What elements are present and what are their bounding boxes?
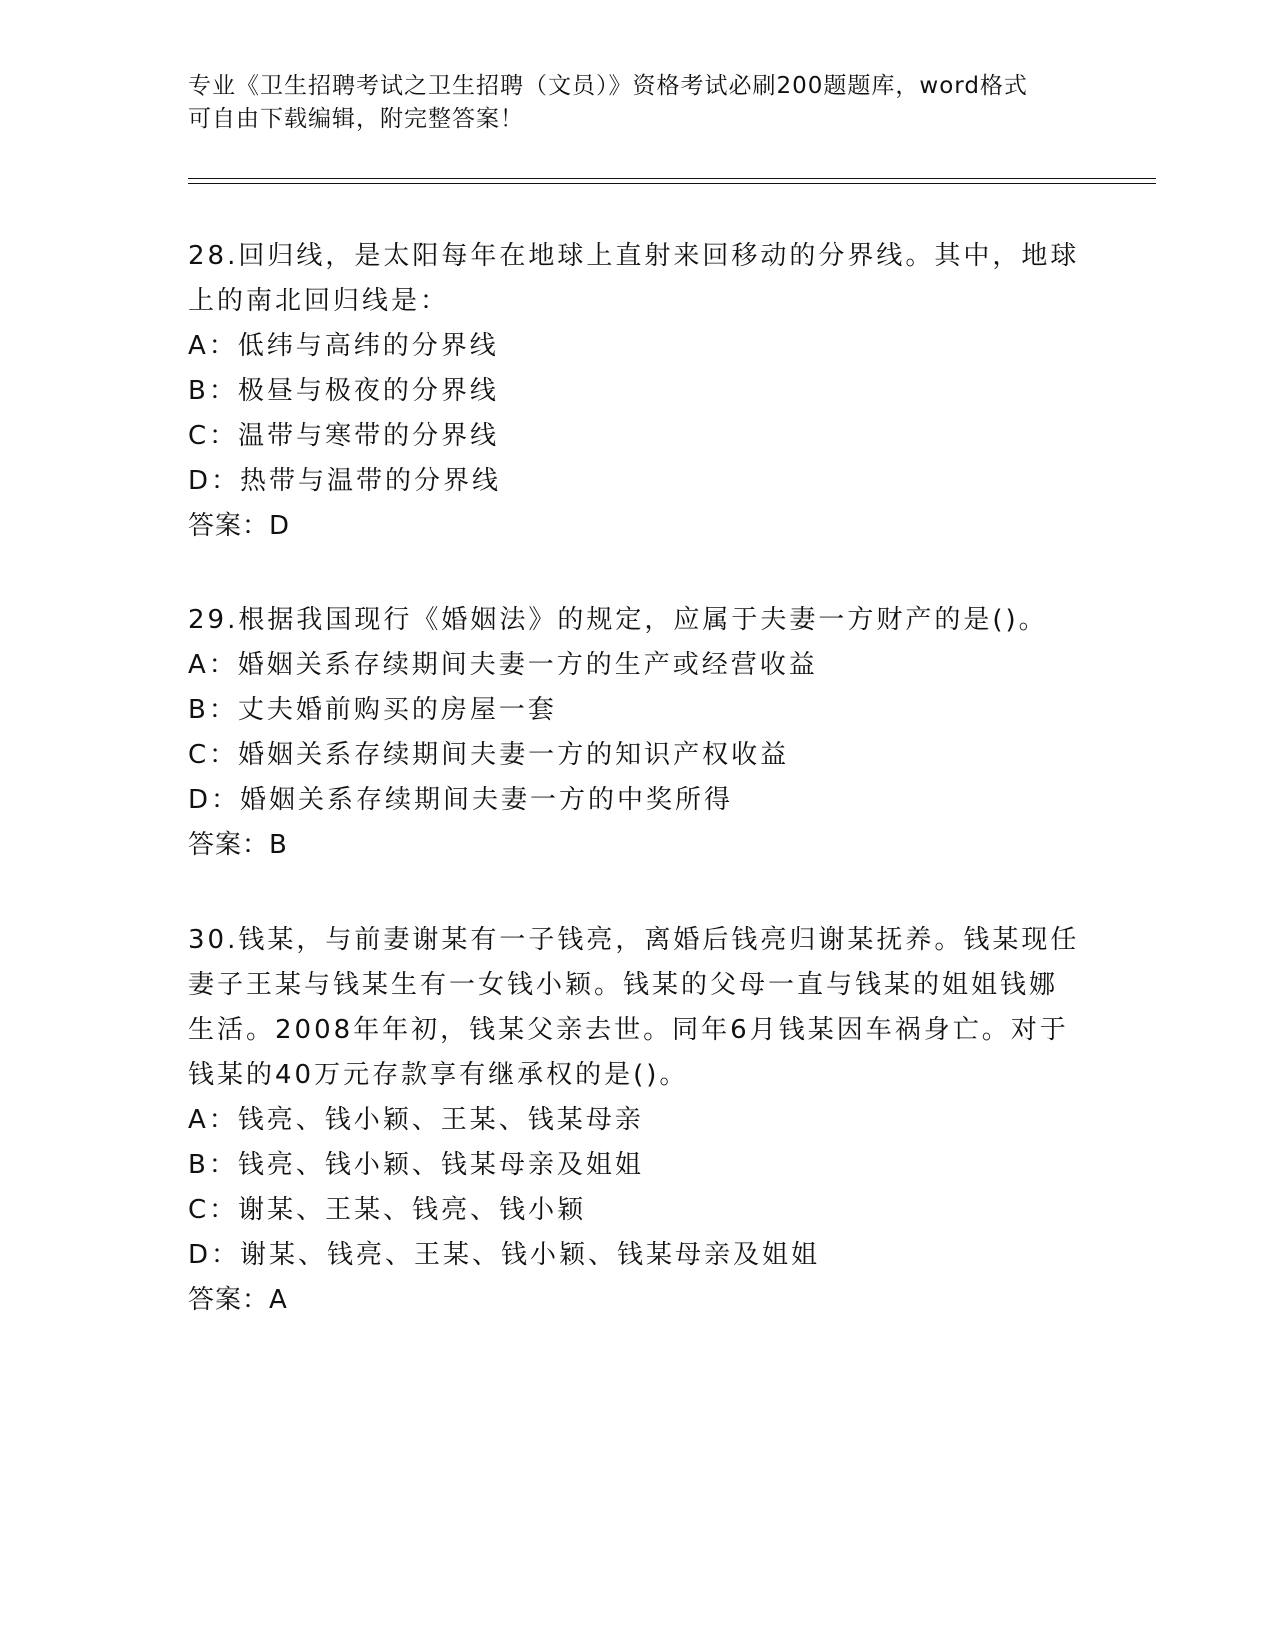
option-d: D：谢某、钱亮、王某、钱小颖、钱某母亲及姐姐 — [188, 1240, 821, 1270]
question-stem-line: 29.根据我国现行《婚姻法》的规定，应属于夫妻一方财产的是()。 — [188, 605, 1048, 635]
option-b: B：钱亮、钱小颖、钱某母亲及姐姐 — [188, 1150, 644, 1180]
option-d: D：热带与温带的分界线 — [188, 466, 502, 496]
question-30 — [188, 918, 1088, 1323]
header-line-1: 专业《卫生招聘考试之卫生招聘（文员）》资格考试必刷200题题库，word格式 — [188, 73, 1028, 99]
question-stem-line: 上的南北回归线是： — [188, 286, 450, 316]
question-stem-line: 28.回归线，是太阳每年在地球上直射来回移动的分界线。其中，地球 — [188, 241, 1080, 271]
question-28 — [188, 234, 1088, 549]
question-29 — [188, 598, 1088, 868]
header-line-2: 可自由下载编辑，附完整答案！ — [188, 106, 524, 132]
option-a: A：低纬与高纬的分界线 — [188, 331, 499, 361]
question-stem-line: 妻子王某与钱某生有一女钱小颖。钱某的父母一直与钱某的姐姐钱娜 — [188, 970, 1059, 1000]
question-stem-line: 钱某的40万元存款享有继承权的是()。 — [188, 1060, 689, 1090]
option-c: C：温带与寒带的分界线 — [188, 421, 500, 451]
option-b: B：极昼与极夜的分界线 — [188, 376, 499, 406]
option-c: C：婚姻关系存续期间夫妻一方的知识产权收益 — [188, 740, 790, 770]
question-stem-line: 30.钱某，与前妻谢某有一子钱亮，离婚后钱亮归谢某抚养。钱某现任 — [188, 925, 1080, 955]
option-c: C：谢某、王某、钱亮、钱小颖 — [188, 1195, 587, 1225]
answer-line: 答案：D — [188, 511, 291, 541]
option-b: B：丈夫婚前购买的房屋一套 — [188, 695, 557, 725]
header-divider-bottom — [188, 183, 1156, 184]
header-divider-top — [188, 178, 1156, 179]
option-d: D：婚姻关系存续期间夫妻一方的中奖所得 — [188, 785, 734, 815]
answer-line: 答案：B — [188, 830, 288, 860]
question-stem-line: 生活。2008年年初，钱某父亲去世。同年6月钱某因车祸身亡。对于 — [188, 1015, 1069, 1045]
option-a: A：钱亮、钱小颖、王某、钱某母亲 — [188, 1105, 644, 1135]
document-header — [188, 70, 1068, 136]
option-a: A：婚姻关系存续期间夫妻一方的生产或经营收益 — [188, 650, 818, 680]
answer-line: 答案：A — [188, 1285, 288, 1315]
